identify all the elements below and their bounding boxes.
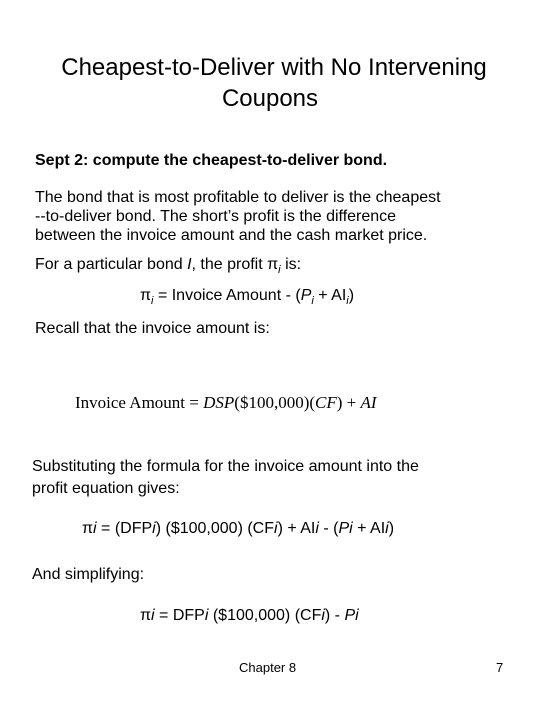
profit-formula-p-sub: i (311, 295, 314, 308)
invoice-amount-equation (75, 393, 377, 413)
eq2-dfp-i: i (152, 520, 156, 537)
eq3-i: i (151, 607, 155, 624)
eq3-pi-price: Pi (344, 607, 359, 624)
page-number: 7 (496, 660, 504, 675)
simplifying-text: And simplifying: (32, 566, 145, 583)
eq2-dfp: = (DFP (96, 520, 153, 537)
profit-intro-text (35, 256, 301, 276)
title-line-2: Coupons (221, 85, 319, 112)
substituting-line-2: profit equation gives: (32, 480, 180, 497)
invoice-eq-mid: ($100,000)( (234, 393, 316, 412)
profit-equation-simplified (140, 607, 359, 625)
invoice-eq-plus: ) + (336, 393, 361, 412)
title-line-1: Cheapest-to-Deliver with No Intervening (61, 54, 487, 81)
profit-formula-pi: π (140, 287, 152, 304)
profit-intro-after: is: (280, 256, 302, 273)
eq3-pi: π (140, 607, 152, 624)
eq2-i: i (93, 520, 97, 537)
paragraph-line-3: between the invoice amount and the cash market price. (35, 227, 428, 244)
eq2-pi: π (82, 520, 94, 537)
profit-equation-substituted (82, 520, 394, 538)
eq3-minus: ) - (324, 607, 345, 624)
paragraph-line-2: --to-deliver bond. The short’s profit is the difference (35, 208, 397, 225)
profit-formula-p: P (300, 287, 312, 304)
profit-formula-ai-sub: i (346, 295, 349, 308)
substituting-line-1: Substituting the formula for the invoice amount into the (32, 458, 419, 475)
profit-formula-plus: + AI (313, 287, 347, 304)
description-paragraph (35, 188, 505, 245)
profit-intro-sub: i (278, 264, 281, 277)
profit-intro-var: I (187, 256, 192, 273)
eq3-dfp-i: i (204, 607, 209, 624)
profit-intro-before: For a particular bond (35, 256, 188, 273)
eq2-ai2-i: i (385, 520, 389, 537)
profit-intro-mid: , the profit π (191, 256, 279, 273)
invoice-eq-ai: AI (360, 393, 377, 412)
paragraph-line-1: The bond that is most profitable to deliver is the cheapest (35, 189, 441, 206)
footer-chapter: Chapter 8 (239, 660, 297, 675)
eq3-cf: ($100,000) (CF (208, 607, 322, 624)
slide-title (0, 52, 540, 114)
eq2-ai-i: i (315, 520, 319, 537)
invoice-eq-lhs: Invoice Amount = (75, 393, 204, 412)
profit-formula (140, 287, 354, 307)
eq2-pi-price: Pi (338, 520, 353, 537)
substituting-text (32, 456, 502, 500)
invoice-eq-dsp: DSP (203, 393, 235, 412)
eq3-cf-i: i (321, 607, 325, 624)
profit-formula-eq: = Invoice Amount - ( (153, 287, 301, 304)
section-heading: Sept 2: compute the cheapest-to-deliver bond. (35, 152, 388, 169)
eq2-cf-i: i (274, 520, 278, 537)
eq2-minus: - ( (318, 520, 339, 537)
eq2-ai: ) + AI (277, 520, 316, 537)
eq2-close: ) (388, 520, 395, 537)
profit-formula-pi-sub: i (151, 295, 154, 308)
invoice-eq-cf: CF (315, 393, 337, 412)
eq3-dfp: = DFP (154, 607, 205, 624)
eq2-ai2: + AI (352, 520, 386, 537)
eq2-cf: ) ($100,000) (CF (155, 520, 274, 537)
recall-text: Recall that the invoice amount is: (35, 320, 270, 337)
profit-formula-close: ) (348, 287, 355, 304)
